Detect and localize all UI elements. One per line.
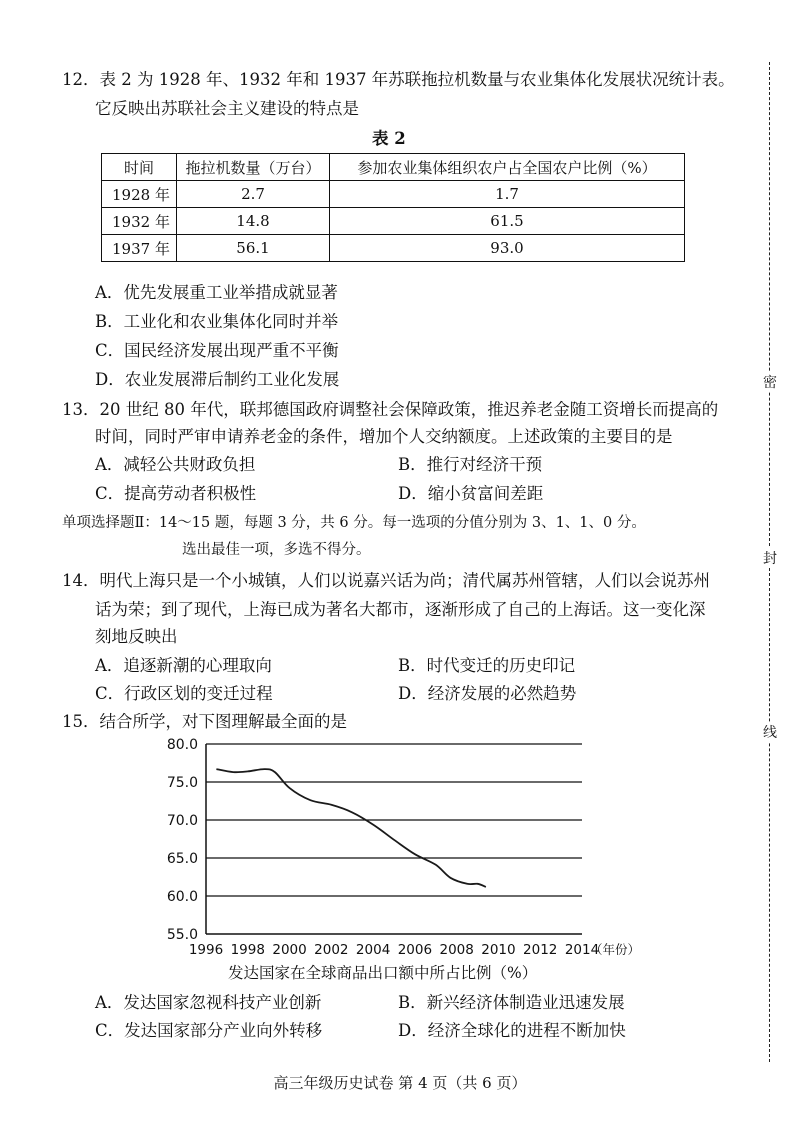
chart-title: 发达国家在全球商品出口额中所占比例（%）	[228, 964, 538, 982]
x-tick-label: 2010	[481, 942, 516, 958]
x-tick-label: 1996	[188, 942, 224, 958]
x-tick-label: 2006	[397, 942, 433, 958]
q13-option-c: C．提高劳动者积极性	[95, 484, 257, 503]
y-tick-label: 65.0	[166, 851, 198, 867]
q13-option-b: B．推行对经济干预	[398, 455, 543, 474]
q13-stem-line1: 13．20 世纪 80 年代，联邦德国政府调整社会保障政策，推迟养老金随工资增长而提高的	[62, 400, 719, 419]
stats-table	[101, 153, 685, 262]
y-tick-label: 60.0	[166, 889, 198, 905]
y-tick-label: 75.0	[166, 775, 198, 791]
x-axis-tick-labels	[189, 942, 599, 958]
q12-option-b: B．工业化和农业集体化同时并举	[95, 312, 339, 331]
q14-stem-line2: 话为荣；到了现代，上海已成为著名大都市，逐渐形成了自己的上海话。这一变化深	[95, 600, 706, 619]
q14-option-c: C．行政区划的变迁过程	[95, 684, 273, 703]
table-cell: 2.7	[177, 181, 330, 208]
x-tick-label: 2012	[523, 942, 558, 958]
margin-mark-feng: 封	[762, 548, 778, 568]
q14-stem-line3: 刻地反映出	[95, 627, 178, 646]
table-row	[102, 181, 685, 208]
x-tick-label: 1998	[230, 942, 265, 958]
table-row	[102, 235, 685, 262]
x-tick-label: 2004	[355, 942, 391, 958]
margin-mark-mi: 密	[762, 372, 778, 392]
x-tick-label: 2002	[314, 942, 349, 958]
q12-stem-line1: 12．表 2 为 1928 年、1932 年和 1937 年苏联拖拉机数量与农业集体化发展状况统计表。	[62, 70, 735, 89]
q12-option-d: D．农业发展滞后制约工业化发展	[95, 370, 340, 389]
margin-mark-xian: 线	[762, 722, 778, 742]
q12-option-c: C．国民经济发展出现严重不平衡	[95, 341, 339, 360]
y-tick-label: 70.0	[166, 813, 198, 829]
table-cell: 14.8	[177, 208, 330, 235]
y-tick-label: 80.0	[166, 737, 198, 753]
series-line	[216, 769, 486, 887]
q15-option-b: B．新兴经济体制造业迅速发展	[398, 993, 625, 1012]
x-axis-label: （年份）	[590, 942, 641, 957]
q12-option-a: A．优先发展重工业举措成就显著	[95, 283, 338, 302]
table-header-cell: 参加农业集体组织农户占全国农户比例（%）	[330, 154, 685, 181]
table-cell: 1937 年	[102, 235, 177, 262]
table-cell: 1932 年	[102, 208, 177, 235]
x-tick-label: 2008	[439, 942, 474, 958]
q15-option-d: D．经济全球化的进程不断加快	[398, 1021, 626, 1040]
q15-option-a: A．发达国家忽视科技产业创新	[95, 993, 322, 1012]
q15-option-c: C．发达国家部分产业向外转移	[95, 1021, 323, 1040]
table-row	[102, 208, 685, 235]
q14-option-a: A．追逐新潮的心理取向	[95, 656, 272, 675]
q13-stem-line2: 时间，同时严审申请养老金的条件，增加个人交纳额度。上述政策的主要目的是	[95, 427, 673, 446]
table-caption: 表 2	[372, 129, 406, 148]
q13-option-d: D．缩小贫富间差距	[398, 484, 544, 503]
table-header-cell: 时间	[102, 154, 177, 181]
section2-instructions-line1: 单项选择题Ⅱ：14～15 题，每题 3 分，共 6 分。每一选项的分值分别为 3、1、1、0 分。	[62, 515, 646, 531]
table-cell: 56.1	[177, 235, 330, 262]
table-cell: 1928 年	[102, 181, 177, 208]
q14-option-d: D．经济发展的必然趋势	[398, 684, 577, 703]
q12-stem-line2: 它反映出苏联社会主义建设的特点是	[95, 99, 359, 118]
table-header-cell: 拖拉机数量（万台）	[177, 154, 330, 181]
page-footer: 高三年级历史试卷 第 4 页（共 6 页）	[273, 1074, 527, 1092]
table-cell: 61.5	[330, 208, 685, 235]
table-header-row	[102, 154, 685, 181]
export-share-line-chart	[150, 732, 670, 982]
x-tick-label: 2014	[564, 942, 600, 958]
q14-stem-line1: 14．明代上海只是一个小城镇，人们以说嘉兴话为尚；清代属苏州管辖，人们以会说苏州	[62, 571, 710, 590]
y-axis-tick-labels	[167, 737, 198, 943]
q13-option-a: A．减轻公共财政负担	[95, 455, 256, 474]
x-tick-label: 2000	[272, 942, 307, 958]
q14-option-b: B．时代变迁的历史印记	[398, 656, 576, 675]
section2-instructions-line2: 选出最佳一项，多选不得分。	[182, 542, 371, 558]
table-cell: 1.7	[330, 181, 685, 208]
y-tick-label: 55.0	[166, 927, 198, 943]
table-cell: 93.0	[330, 235, 685, 262]
q15-stem: 15．结合所学，对下图理解最全面的是	[62, 712, 347, 731]
